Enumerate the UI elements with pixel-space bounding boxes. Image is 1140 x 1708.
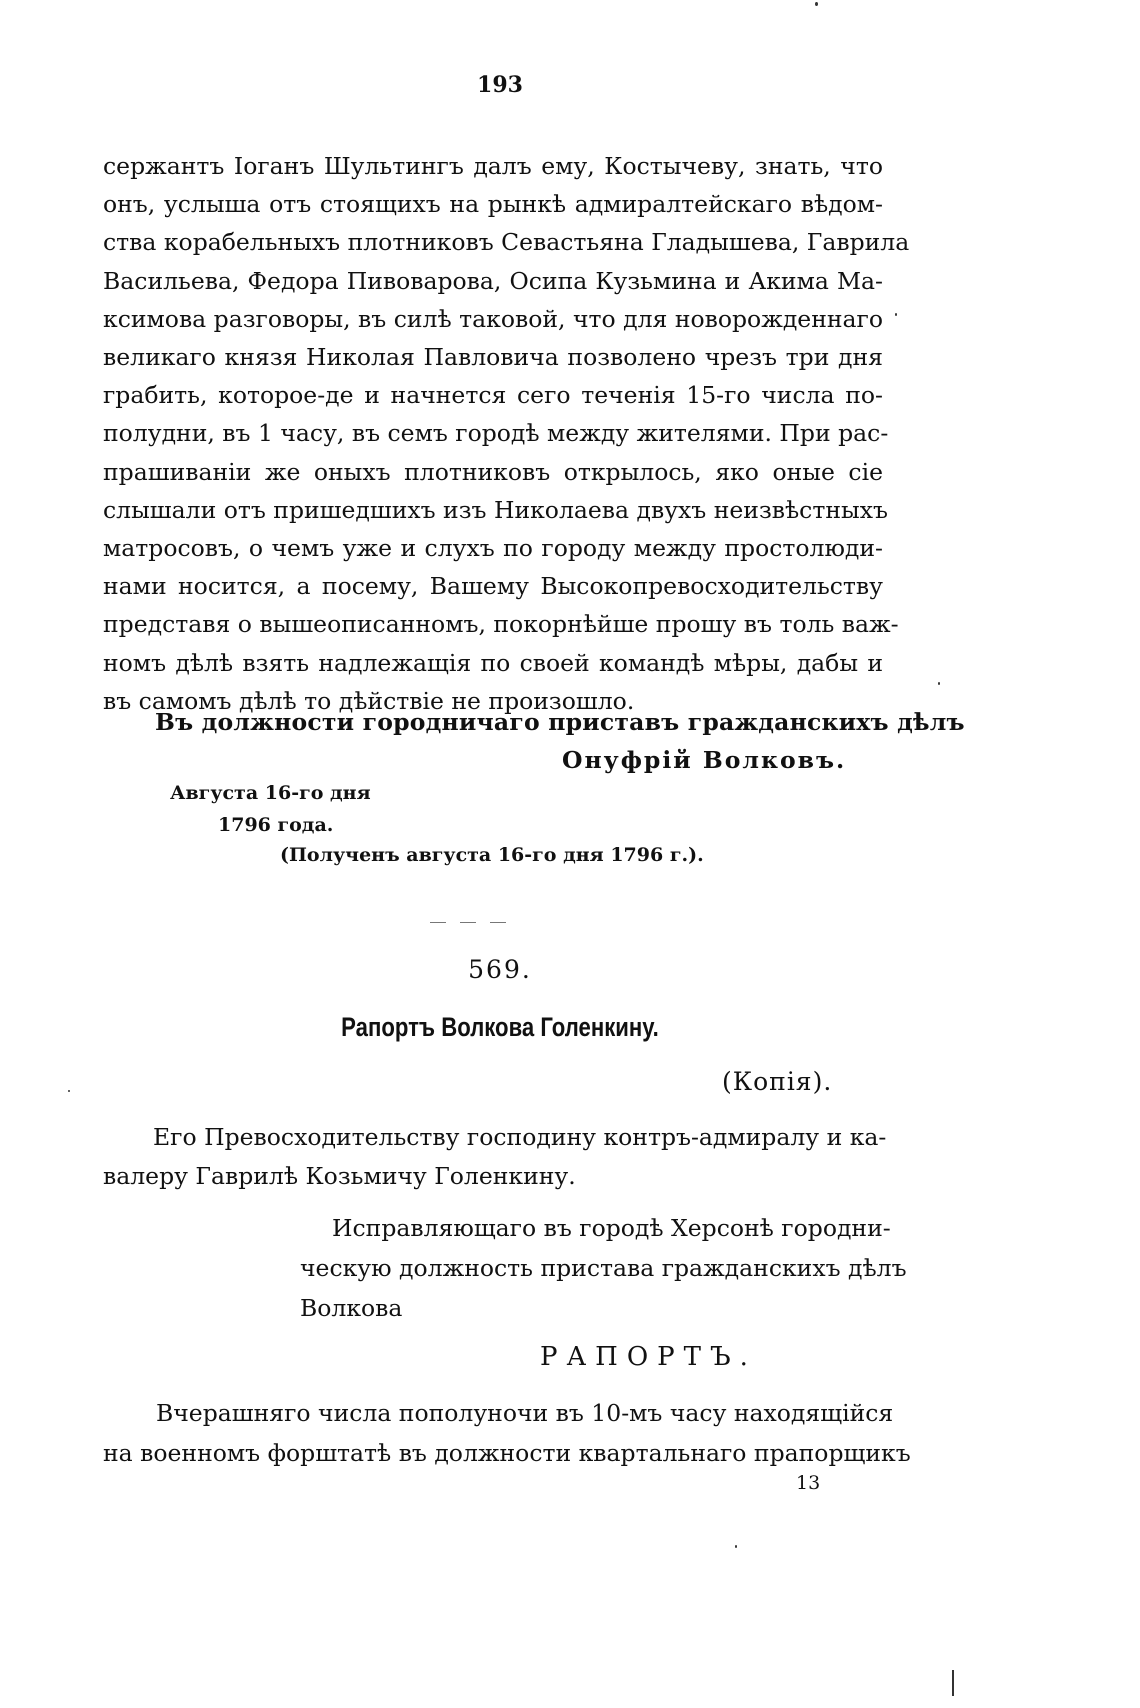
document-title: Рапортъ Волкова Голенкину. xyxy=(341,1012,659,1042)
text-line: на военномъ форштатѣ въ должности квартальнаго прапорщикъ xyxy=(103,1439,911,1467)
text-line: въ самомъ дѣлѣ то дѣйствіе не произошло. xyxy=(103,686,635,715)
text-line: номъ дѣлѣ взять надлежащія по своей командѣ мѣры, дабы и xyxy=(103,648,883,677)
signature-name: Онуфрій Волковъ. xyxy=(562,746,847,774)
document-number: 569. xyxy=(468,955,532,984)
date-year: 1796 года. xyxy=(218,814,334,836)
page-number: 193 xyxy=(477,72,523,98)
page-edge-mark xyxy=(952,1670,954,1696)
text-line: матросовъ, о чемъ уже и слухъ по городу между простолюди- xyxy=(103,534,883,563)
copy-note: (Копія). xyxy=(722,1067,833,1096)
date-line: Августа 16-го дня xyxy=(170,782,371,804)
text-line: представя о вышеописанномъ, покорнѣйше прошу въ толь важ- xyxy=(103,610,899,639)
text-line: валеру Гаврилѣ Козьмичу Голенкину. xyxy=(103,1162,576,1190)
paper-speck xyxy=(815,2,818,6)
paper-speck xyxy=(68,1090,70,1092)
text-line: слышали отъ пришедшихъ изъ Николаева двухъ неизвѣстныхъ xyxy=(103,495,888,524)
text-line: прашиваніи же оныхъ плотниковъ открылось, яко оные сіе xyxy=(103,457,883,486)
paper-speck xyxy=(895,313,897,316)
text-line: великаго князя Николая Павловича позволено чрезъ три дня xyxy=(103,343,883,372)
text-line: онъ, услыша отъ стоящихъ на рынкѣ адмиралтейскаго вѣдом- xyxy=(103,190,883,219)
text-line: ства корабельныхъ плотниковъ Севастьяна Гладышева, Гаврила xyxy=(103,228,910,257)
paper-speck xyxy=(938,682,940,685)
text-line: сержантъ Іоганъ Шультингъ далъ ему, Костычеву, знать, что xyxy=(103,152,883,180)
text-line: Его Превосходительству господину контръ-адмиралу и ка- xyxy=(153,1123,887,1151)
text-line: Исправляющаго въ городѣ Херсонѣ городни- xyxy=(332,1214,891,1242)
text-line: грабить, которое-де и начнется сего теченія 15-го числа по- xyxy=(103,381,883,410)
section-divider xyxy=(430,908,550,910)
sheet-signature: 13 xyxy=(796,1472,821,1494)
first-paragraph xyxy=(103,147,910,720)
text-line: Волкова xyxy=(300,1294,403,1322)
sender-block xyxy=(300,1208,907,1328)
paper-speck xyxy=(735,1545,737,1548)
received-note: (Полученъ августа 16-го дня 1796 г.). xyxy=(280,844,704,866)
address-block xyxy=(103,1118,887,1196)
text-line: ческую должность пристава гражданскихъ дѣлъ xyxy=(300,1254,907,1282)
text-line: ксимова разговоры, въ силѣ таковой, что для новорожденнаго xyxy=(103,304,883,333)
text-line: полудни, въ 1 часу, въ семъ городѣ между жителями. При рас- xyxy=(103,419,889,448)
rapport-heading: РАПОРТЪ. xyxy=(540,1342,757,1372)
text-line: нами носится, а посему, Вашему Высокопревосходительству xyxy=(103,572,883,601)
signature-position: Въ должности городничаго приставъ гражданскихъ дѣлъ xyxy=(155,708,965,736)
text-line: Вчерашняго числа пополуночи въ 10-мъ часу находящійся xyxy=(156,1399,894,1427)
text-line: Васильева, Федора Пивоварова, Осипа Кузьмина и Акима Ма- xyxy=(103,266,883,295)
report-body xyxy=(103,1393,911,1473)
